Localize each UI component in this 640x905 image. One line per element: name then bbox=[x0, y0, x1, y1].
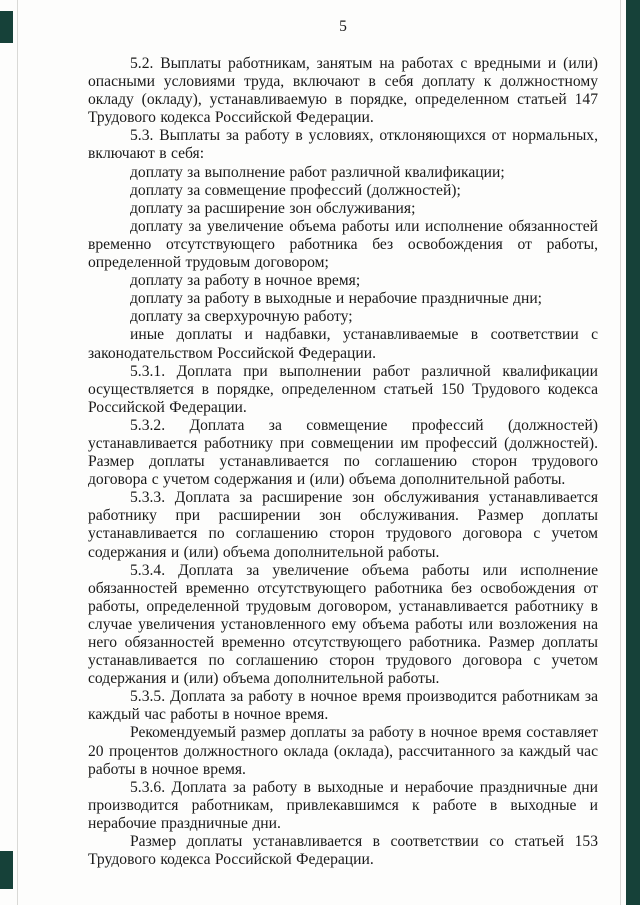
paragraph: доплату за работу в выходные и нерабочие праздничные дни; bbox=[130, 290, 543, 308]
paragraph: Размер доплаты устанавливается в соответствии со статьей 153 Трудового кодекса Российской Федерации. bbox=[88, 833, 598, 869]
paragraph: 5.2. Выплаты работникам, занятым на работах с вредными и (или) опасными условиями труда, включают в себя доплату к должностному окладу (окладу), устанавливаемую в порядке, определенном статьей 147 Трудового кодекса Российской Федерации. bbox=[88, 55, 598, 127]
paragraph: 5.3.2. Доплата за совмещение профессий (должностей) устанавливается работнику при совмещении им профессий (должностей). Размер доплаты устанавливается по соглашению сторон трудового договора с учетом содержания и (или) объема дополнительной работы. bbox=[88, 416, 598, 489]
paragraph: 5.3. Выплаты за работу в условиях, отклоняющихся от нормальных, включают в себя: bbox=[88, 127, 598, 163]
page-number: 5 bbox=[339, 18, 347, 35]
paragraph: иные доплаты и надбавки, устанавливаемые в соответствии с законодательством Российской Федерации. bbox=[88, 326, 598, 362]
paragraph: доплату за работу в ночное время; bbox=[130, 272, 361, 290]
paragraph: доплату за выполнение работ различной квалификации; bbox=[130, 163, 505, 181]
paragraph: Рекомендуемый размер доплаты за работу в ночное время составляет 20 процентов должностного оклада (оклада), рассчитанного за каждый час работы в ночное время. bbox=[88, 724, 598, 778]
paragraph: доплату за совмещение профессий (должностей); bbox=[130, 181, 461, 199]
document-body bbox=[88, 55, 598, 869]
paragraph: 5.3.5. Доплата за работу в ночное время производится работникам за каждый час работы в ночное время. bbox=[88, 688, 598, 724]
paragraph: 5.3.3. Доплата за расширение зон обслуживания устанавливается работнику при расширении зон обслуживания. Размер доплаты устанавливается по соглашению сторон трудового договора с учетом содержания и (или) объема дополнительной работы. bbox=[88, 489, 598, 561]
paragraph: 5.3.6. Доплата за работу в выходные и нерабочие праздничные дни производится работникам, привлекавшимся к работе в выходные и нерабочие праздничные дни. bbox=[88, 778, 598, 832]
paragraph: 5.3.1. Доплата при выполнении работ различной квалификации осуществляется в порядке, определенном статьей 150 Трудового кодекса Российской Федерации. bbox=[88, 362, 598, 416]
paragraph: доплату за увеличение объема работы или исполнение обязанностей временно отсутствующего работника без освобождения от работы, определенной трудовым договором; bbox=[88, 217, 598, 272]
paragraph: 5.3.4. Доплата за увеличение объема работы или исполнение обязанностей временно отсутствующего работника без освобождения от работы, определенной трудовым договором, устанавливается работнику в случае увеличения установленного ему объема работы или возложения на него обязанностей временно отсутствующего работника. Размер доплаты устанавливается по соглашению сторон трудового договора с учетом содержания и (или) объема дополнительной работы. bbox=[88, 561, 598, 688]
paragraph: доплату за расширение зон обслуживания; bbox=[130, 199, 416, 217]
paragraph: доплату за сверхурочную работу; bbox=[130, 308, 353, 326]
